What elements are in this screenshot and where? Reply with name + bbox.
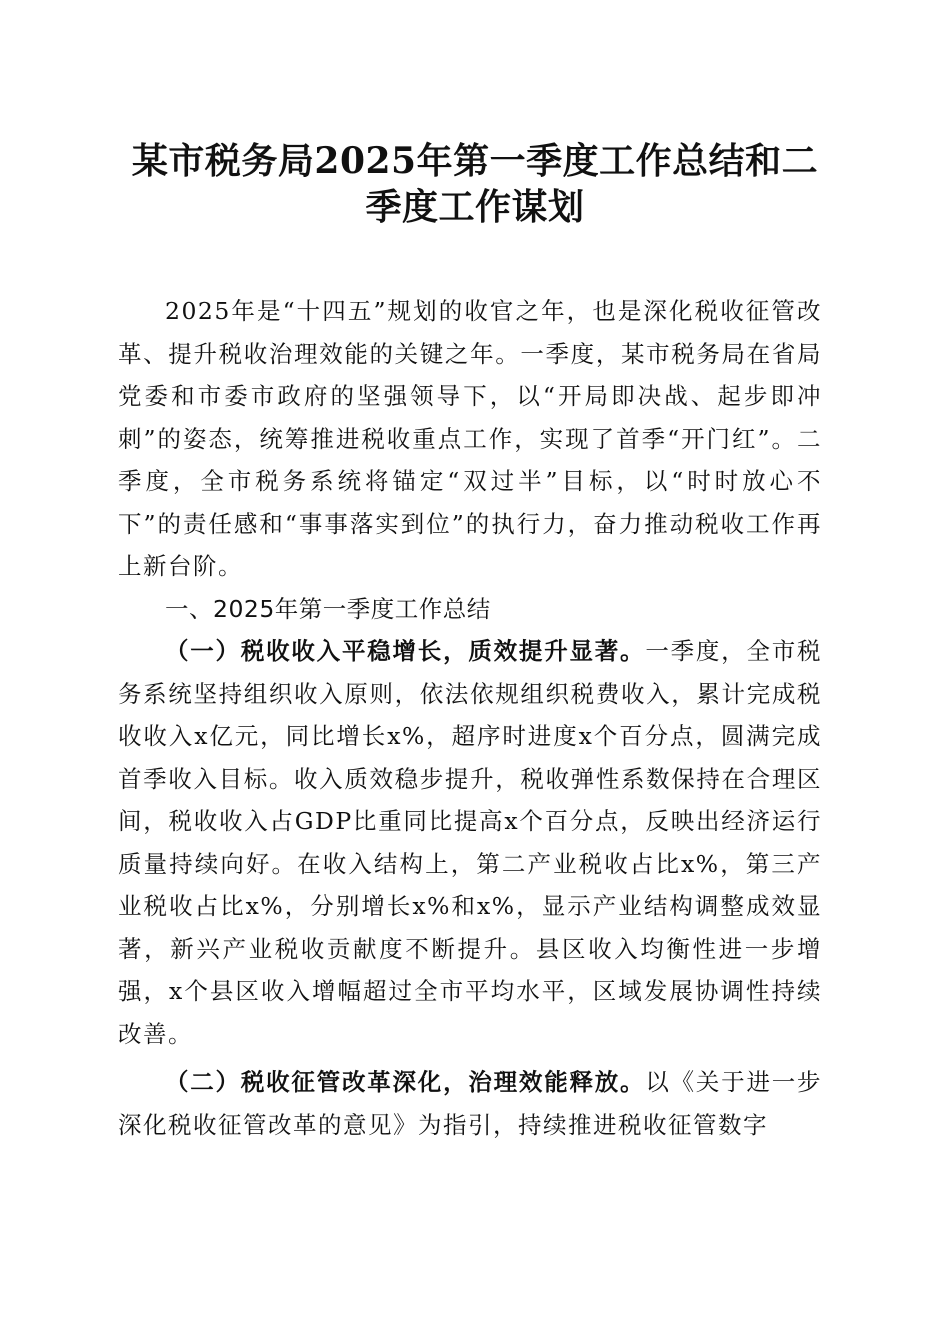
subsection-1-heading: （一）税收收入平稳增长，质效提升显著。 xyxy=(165,637,646,665)
document-title: 某市税务局2025年第一季度工作总结和二季度工作谋划 xyxy=(131,140,819,228)
subsection-2-heading: （二）税收征管改革深化，治理效能释放。 xyxy=(165,1068,646,1096)
subsection-2-paragraph xyxy=(118,1061,822,1146)
section-heading-1: 一、2025年第一季度工作总结 xyxy=(165,594,491,623)
subsection-1-body: 一季度，全市税务系统坚持组织收入原则，依法依规组织税费收入，累计完成税收收入x亿元，同比增长x%，超序时进度x个百分点，圆满完成首季收入目标。收入质效稳步提升，税收弹性系数保持在合理区间，税收收入占GDP比重同比提高x个百分点，反映出经济运行质量持续向好。在收入结构上，第二产业税收占比x%，第三产业税收占比x%，分别增长x%和x%，显示产业结构调整成效显著，新兴产业税收贡献度不断提升。县区收入均衡性进一步增强，x个县区收入增幅超过全市平均水平，区域发展协调性持续改善。 xyxy=(118,637,823,1048)
intro-paragraph: 2025年是“十四五”规划的收官之年，也是深化税收征管改革、提升税收治理效能的关键之年。一季度，某市税务局在省局党委和市委市政府的坚强领导下，以“开局即决战、起步即冲刺”的姿态，统筹推进税收重点工作，实现了首季“开门红”。二季度，全市税务系统将锚定“双过半”目标，以“时时放心不下”的责任感和“事事落实到位”的执行力，奋力推动税收工作再上新台阶。 xyxy=(118,297,822,580)
subsection-2-body: 以《关于进一步深化税收征管改革的意见》为指引，持续推进税收征管数字 xyxy=(118,1068,823,1139)
subsection-1-paragraph xyxy=(118,630,822,1055)
